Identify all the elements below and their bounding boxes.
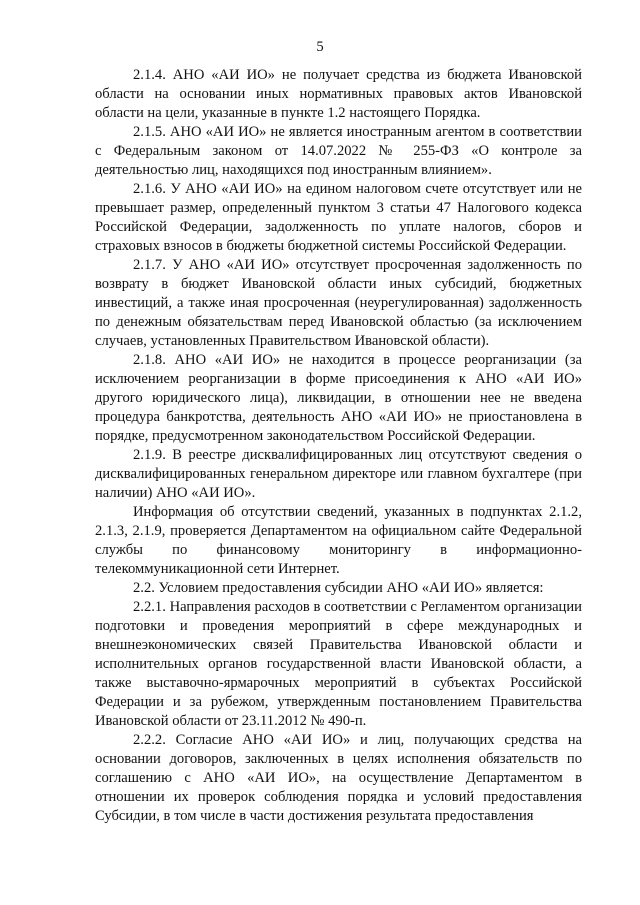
page-number: 5	[316, 39, 324, 55]
document-body	[95, 66, 582, 826]
paragraph-2-1-8: 2.1.8. АНО «АИ ИО» не находится в процессе реорганизации (за исключением реорганизации в форме присоединения к АНО «АИ ИО» другого юридического лица), ликвидации, в отношении нее не введена процедура банкротства, деятельность АНО «АИ ИО» не приостановлена в порядке, предусмотренном законодательством Российской Федерации.	[95, 352, 582, 444]
paragraph-2-2: 2.2. Условием предоставления субсидии АНО «АИ ИО» является:	[133, 580, 544, 596]
paragraph-2-2-2: 2.2.2. Согласие АНО «АИ ИО» и лиц, получающих средства на основании договоров, заключенных в целях исполнения обязательств по соглашению с АНО «АИ ИО», на осуществление Департаментом в отношении их проверок соблюдения порядка и условий предоставления Субсидии, в том числе в части достижения результата предоставления	[95, 732, 582, 824]
paragraph-2-2-1: 2.2.1. Направления расходов в соответствии с Регламентом организации подготовки и проведения мероприятий в сфере международных и внешнеэкономических связей Правительства Ивановской области и исполнительных органов государственной власти Ивановской области, а также выставочно-ярмарочных мероприятий в субъектах Российской Федерации и за рубежом, утвержденным постановлением Правительства Ивановской области от 23.11.2012 № 490-п.	[95, 599, 582, 729]
paragraph-2-1-4: 2.1.4. АНО «АИ ИО» не получает средства из бюджета Ивановской области на основании иных нормативных правовых актов Ивановской области на цели, указанные в пункте 1.2 настоящего Порядка.	[95, 67, 582, 121]
paragraph-2-1-5: 2.1.5. АНО «АИ ИО» не является иностранным агентом в соответствии с Федеральным законом от 14.07.2022 № 255-ФЗ «О контроле за деятельностью лиц, находящихся под иностранным влиянием».	[95, 124, 582, 178]
paragraph-2-1-9: 2.1.9. В реестре дисквалифицированных лиц отсутствуют сведения о дисквалифицированных генеральном директоре или главном бухгалтере (при наличии) АНО «АИ ИО».	[95, 447, 582, 501]
paragraph-info-check: Информация об отсутствии сведений, указанных в подпунктах 2.1.2, 2.1.3, 2.1.9, проверяется Департаментом на официальном сайте Федеральной службы по финансовому мониторингу в информационно-телекоммуникационной сети Интернет.	[95, 504, 582, 577]
paragraph-2-1-6: 2.1.6. У АНО «АИ ИО» на едином налоговом счете отсутствует или не превышает размер, определенный пунктом 3 статьи 47 Налогового кодекса Российской Федерации, задолженность по уплате налогов, сборов и страховых взносов в бюджеты бюджетной системы Российской Федерации.	[95, 181, 582, 254]
paragraph-2-1-7: 2.1.7. У АНО «АИ ИО» отсутствует просроченная задолженность по возврату в бюджет Ивановской области иных субсидий, бюджетных инвестиций, а также иная просроченная (неурегулированная) задолженность по денежным обязательствам перед Ивановской областью (за исключением случаев, установленных Правительством Ивановской области).	[95, 257, 582, 349]
